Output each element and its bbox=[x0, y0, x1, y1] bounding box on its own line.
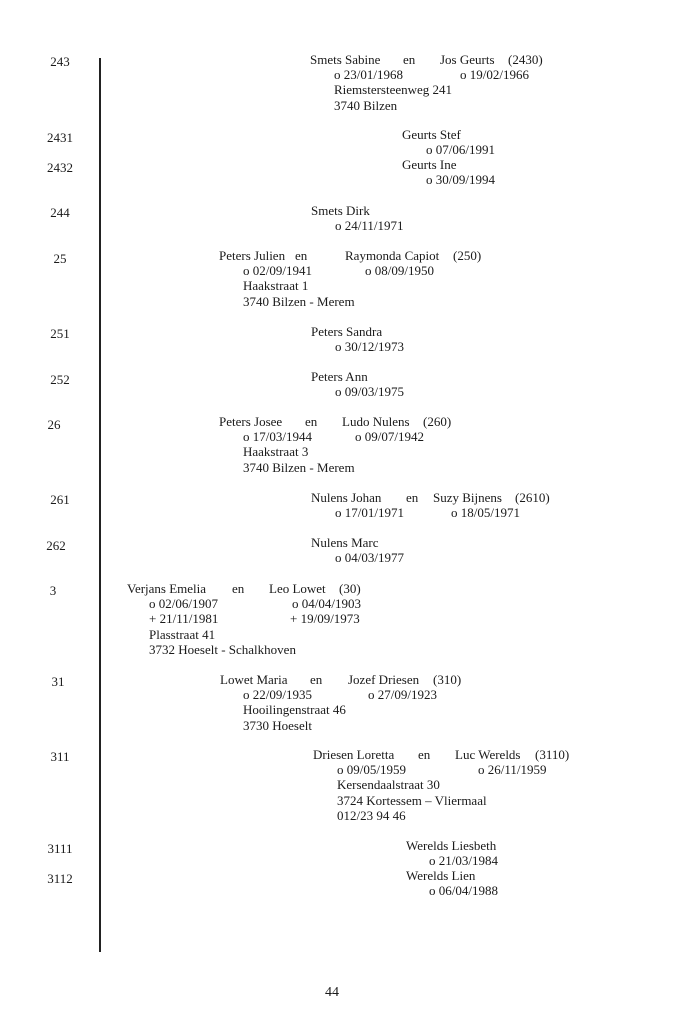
entry-number: 2431 bbox=[47, 130, 73, 145]
person-name: Smets Dirk bbox=[311, 203, 370, 218]
street-address: Kersendaalstraat 30 bbox=[337, 777, 440, 793]
vertical-rule bbox=[99, 58, 101, 952]
person-name: Nulens Marc bbox=[311, 535, 379, 550]
page-number: 44 bbox=[325, 985, 339, 1000]
entry-number: 261 bbox=[50, 492, 70, 507]
spouse-birth-date: o 04/04/1903 bbox=[292, 596, 361, 612]
person-name: Peters Julien bbox=[219, 248, 286, 263]
person-name: Nulens Johan bbox=[311, 490, 382, 505]
entry-number: 252 bbox=[50, 372, 70, 387]
spouse-birth-date: o 19/02/1966 bbox=[460, 67, 529, 83]
birth-date: o 17/03/1944 bbox=[243, 429, 312, 445]
death-date: + 21/11/1981 bbox=[149, 611, 219, 627]
conjunction: en bbox=[406, 490, 419, 505]
birth-date: o 24/11/1971 bbox=[335, 218, 404, 234]
birth-date: o 02/06/1907 bbox=[149, 596, 218, 612]
entry-number: 31 bbox=[51, 674, 65, 689]
birth-date: o 21/03/1984 bbox=[429, 853, 498, 869]
spouse-birth-date: o 26/11/1959 bbox=[478, 762, 547, 778]
birth-date: o 09/03/1975 bbox=[335, 384, 404, 400]
spouse-ref: (250) bbox=[453, 248, 482, 263]
entry-number: 244 bbox=[50, 205, 70, 220]
person-name: Werelds Lien bbox=[406, 868, 476, 883]
entry-number: 262 bbox=[46, 538, 66, 553]
street-address: Haakstraat 1 bbox=[243, 278, 309, 294]
city: 3740 Bilzen - Merem bbox=[243, 293, 355, 309]
birth-date: o 07/06/1991 bbox=[426, 142, 495, 158]
spouse-name: Jozef Driesen bbox=[348, 672, 420, 687]
birth-date: o 06/04/1988 bbox=[429, 883, 498, 899]
birth-date: o 23/01/1968 bbox=[334, 67, 403, 83]
spouse-ref: (2610) bbox=[515, 490, 550, 505]
entry-number: 243 bbox=[50, 54, 70, 69]
person-name: Peters Ann bbox=[311, 369, 368, 384]
conjunction: en bbox=[295, 248, 308, 263]
street-address: Plasstraat 41 bbox=[149, 626, 216, 642]
spouse-death-date: + 19/09/1973 bbox=[290, 611, 360, 627]
spouse-name: Luc Werelds bbox=[455, 747, 521, 762]
phone-number: 012/23 94 46 bbox=[337, 807, 406, 823]
entry-number: 311 bbox=[50, 749, 70, 764]
entry-number: 26 bbox=[47, 417, 61, 432]
birth-date: o 22/09/1935 bbox=[243, 687, 312, 703]
person-name: Driesen Loretta bbox=[313, 747, 395, 762]
spouse-name: Jos Geurts bbox=[440, 52, 495, 67]
entry-number: 251 bbox=[50, 326, 70, 341]
entry-number: 3112 bbox=[47, 871, 73, 886]
conjunction: en bbox=[403, 52, 416, 67]
spouse-birth-date: o 18/05/1971 bbox=[451, 505, 520, 521]
spouse-birth-date: o 09/07/1942 bbox=[355, 429, 424, 445]
city: 3740 Bilzen bbox=[334, 97, 398, 113]
spouse-name: Raymonda Capiot bbox=[345, 248, 440, 263]
street-address: Riemstersteenweg 241 bbox=[334, 82, 453, 98]
spouse-ref: (260) bbox=[423, 414, 452, 429]
person-name: Smets Sabine bbox=[310, 52, 381, 67]
birth-date: o 30/09/1994 bbox=[426, 172, 495, 188]
person-name: Werelds Liesbeth bbox=[406, 838, 497, 853]
spouse-ref: (30) bbox=[339, 581, 361, 596]
spouse-name: Suzy Bijnens bbox=[433, 490, 502, 505]
conjunction: en bbox=[310, 672, 323, 687]
conjunction: en bbox=[305, 414, 318, 429]
birth-date: o 17/01/1971 bbox=[335, 505, 404, 521]
birth-date: o 09/05/1959 bbox=[337, 762, 406, 778]
conjunction: en bbox=[232, 581, 245, 596]
birth-date: o 30/12/1973 bbox=[335, 339, 404, 355]
spouse-name: Leo Lowet bbox=[269, 581, 326, 596]
city: 3740 Bilzen - Merem bbox=[243, 459, 355, 475]
spouse-birth-date: o 27/09/1923 bbox=[368, 687, 437, 703]
person-name: Peters Sandra bbox=[311, 324, 383, 339]
entry-number: 2432 bbox=[47, 160, 73, 175]
person-name: Geurts Ine bbox=[402, 157, 457, 172]
conjunction: en bbox=[418, 747, 431, 762]
city: 3724 Kortessem – Vliermaal bbox=[337, 792, 487, 808]
person-name: Peters Josee bbox=[219, 414, 283, 429]
street-address: Haakstraat 3 bbox=[243, 444, 309, 460]
spouse-ref: (2430) bbox=[508, 52, 543, 67]
entry-number: 3 bbox=[49, 583, 57, 598]
person-name: Lowet Maria bbox=[220, 672, 288, 687]
spouse-name: Ludo Nulens bbox=[342, 414, 410, 429]
city: 3732 Hoeselt - Schalkhoven bbox=[149, 641, 296, 657]
spouse-ref: (310) bbox=[433, 672, 462, 687]
spouse-ref: (3110) bbox=[535, 747, 570, 762]
city: 3730 Hoeselt bbox=[243, 717, 312, 733]
person-name: Verjans Emelia bbox=[127, 581, 207, 596]
spouse-birth-date: o 08/09/1950 bbox=[365, 263, 434, 279]
birth-date: o 02/09/1941 bbox=[243, 263, 312, 279]
entry-number: 25 bbox=[53, 251, 67, 266]
entry-number: 3111 bbox=[47, 841, 73, 856]
person-name: Geurts Stef bbox=[402, 127, 461, 142]
street-address: Hooilingenstraat 46 bbox=[243, 702, 346, 718]
birth-date: o 04/03/1977 bbox=[335, 550, 404, 566]
